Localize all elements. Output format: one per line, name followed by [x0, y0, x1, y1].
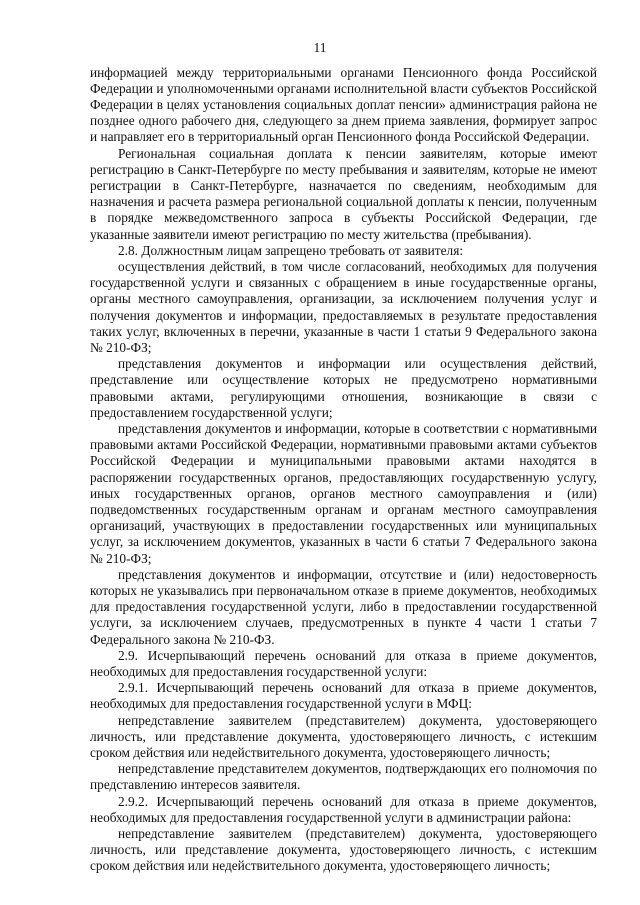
paragraph-section-2-9: 2.9. Исчерпывающий перечень оснований для отказа в приеме документов, необходимых для предоставления государственной услуги: — [90, 647, 597, 680]
paragraph-section-2-9-1: 2.9.1. Исчерпывающий перечень оснований для отказа в приеме документов, необходимых для предоставления государственной услуги в МФЦ: — [90, 680, 597, 712]
document-body — [90, 65, 597, 875]
paragraph-mfc-ground-identity: непредставление заявителем (представителем) документа, удостоверяющего личность, или представление документа, удостоверяющего личность, с истекшим сроком действия или недействительного документа, удостоверяющего личность; — [90, 712, 597, 761]
paragraph-continuation: информацией между территориальными органами Пенсионного фонда Российской Федерации и уполномоченными органами исполнительной власти субъектов Российской Федерации в целях установления социальных доплат пенсии» администрация района не позднее одного рабочего дня, следующего за днем приема заявления, формирует запрос и направляет его в территориальный орган Пенсионного фонда Российской Федерации. — [90, 64, 597, 145]
paragraph-prohibition-actions: осуществления действий, в том числе согласований, необходимых для получения государственной услуги и связанных с обращением в иные государственные органы, органы местного самоуправления, организации, за исключением получения услуг и получения документов и информации, предоставляемых в результате предоставления таких услуг, включенных в перечни, указанные в части 1 статьи 9 Федерального закона № 210-ФЗ; — [90, 258, 597, 355]
paragraph-prohibition-unstated-docs: представления документов и информации, отсутствие и (или) недостоверность которых не указывались при первоначальном отказе в приеме документов, необходимых для предоставления государственной услуги, либо в предоставлении государственной услуги, за исключением случаев, предусмотренных в пункте 4 части 1 статьи 7 Федерального закона № 210-ФЗ. — [90, 566, 597, 647]
paragraph-prohibition-unregulated-docs: представления документов и информации или осуществления действий, представление или осуществление которых не предусмотрено нормативными правовыми актами, регулирующими отношения, возникающие в связи с предоставлением государственной услуги; — [90, 356, 597, 420]
paragraph-section-2-8: 2.8. Должностным лицам запрещено требовать от заявителя: — [118, 242, 464, 258]
paragraph-admin-ground-identity: непредставление заявителем (представителем) документа, удостоверяющего личность, или представление документа, удостоверяющего личность, с истекшим сроком действия или недействительного документа, удостоверяющего личность; — [90, 826, 597, 874]
paragraph-mfc-ground-authority: непредставление представителем документов, подтверждающих его полномочия по представлению интересов заявителя. — [90, 761, 597, 793]
paragraph-section-2-9-2: 2.9.2. Исчерпывающий перечень оснований для отказа в приеме документов, необходимых для предоставления государственной услуги в администрации района: — [90, 793, 597, 825]
page-number: 11 — [313, 40, 327, 55]
paragraph-prohibition-held-docs: представления документов и информации, которые в соответствии с нормативными правовыми актами Российской Федерации, нормативными правовыми актами субъектов Российской Федерации и муниципальными правовыми актами находятся в распоряжении государственных органов, предоставляющих государственную услугу, иных государственных органов, органов местного самоуправления и (или) подведомственных государственным органам и органам местного самоуправления организаций, участвующих в предоставлении государственных или муниципальных услуг, за исключением документов, указанных в части 6 статьи 7 Федерального закона № 210-ФЗ; — [90, 420, 597, 566]
paragraph-regional-supplement: Региональная социальная доплата к пенсии заявителям, которые имеют регистрацию в Санкт-Петербурге по месту пребывания и заявителям, которые не имеют регистрации в Санкт-Петербурге, назначается по сведениям, необходимым для назначения и расчета размера региональной социальной доплаты к пенсии, полученным в порядке межведомственного запроса в субъекты Российской Федерации, где указанные заявители имеют регистрацию по месту жительства (пребывания). — [90, 145, 597, 242]
